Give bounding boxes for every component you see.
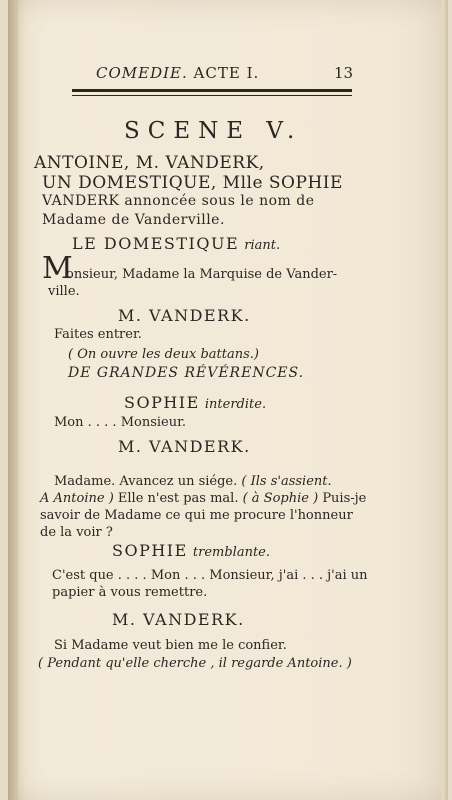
speaker-m-vanderk: M. VANDERK. xyxy=(112,610,245,629)
speech-line: Faites entrer. xyxy=(54,327,142,342)
speaker-sophie xyxy=(124,393,266,412)
speech-direction: A Antoine ) xyxy=(40,491,114,506)
stage-direction: ( Pendant qu'elle cherche , il regarde Antoine. ) xyxy=(38,656,352,671)
speaker-name: SOPHIE xyxy=(112,541,188,560)
running-head xyxy=(96,64,259,82)
header-rule-thick xyxy=(72,89,352,92)
speaker-le-domestique xyxy=(72,234,280,253)
speech-text: Puis-je xyxy=(322,491,367,506)
speaker-direction: interdite. xyxy=(204,397,267,412)
speech-line: onsieur, Madame la Marquise de Vander- xyxy=(66,267,338,282)
stage-direction: ( On ouvre les deux battans.) xyxy=(68,347,259,362)
speech-line: C'est que . . . . Mon . . . Monsieur, j'ai . . . j'ai un xyxy=(52,568,368,583)
page-gutter xyxy=(8,0,18,800)
speech-text: Elle n'est pas mal. xyxy=(117,491,239,506)
speech-line: papier à vous remettre. xyxy=(52,585,208,600)
drop-cap: M xyxy=(42,251,73,286)
cast-line-4: Madame de Vanderville. xyxy=(42,212,225,228)
stage-direction: DE GRANDES RÉVÉRENCES. xyxy=(68,365,305,381)
header-rule-thin xyxy=(72,95,352,96)
speech-line xyxy=(54,474,332,489)
running-title: COMEDIE. xyxy=(96,64,188,82)
running-act: ACTE I. xyxy=(193,64,260,82)
speaker-name: SOPHIE xyxy=(124,393,200,412)
speaker-direction: tremblante. xyxy=(192,545,271,560)
speaker-m-vanderk: M. VANDERK. xyxy=(118,306,251,325)
speech-line: Mon . . . . Monsieur. xyxy=(54,415,187,430)
speech-text: Madame. Avancez un siége. xyxy=(54,474,238,489)
speech-direction: ( Ils s'assient. xyxy=(241,474,332,489)
cast-line-2: UN DOMESTIQUE, Mlle SOPHIE xyxy=(42,173,343,193)
speech-line xyxy=(40,491,366,506)
speech-line: de la voir ? xyxy=(40,525,113,540)
speech-line: ville. xyxy=(48,284,80,299)
book-page xyxy=(8,0,448,800)
page-number: 13 xyxy=(334,64,354,82)
speaker-direction: riant. xyxy=(244,238,281,253)
speech-line: Si Madame veut bien me le confier. xyxy=(54,638,287,653)
speech-line: savoir de Madame ce qui me procure l'honneur xyxy=(40,508,353,523)
page-edge xyxy=(442,0,448,800)
speaker-m-vanderk: M. VANDERK. xyxy=(118,437,251,456)
speech-direction: ( à Sophie ) xyxy=(242,491,319,506)
cast-line-3: VANDERK annoncée sous le nom de xyxy=(42,193,315,209)
cast-line-1: ANTOINE, M. VANDERK, xyxy=(34,153,265,173)
scene-title: SCENE V. xyxy=(124,118,303,144)
speaker-sophie xyxy=(112,541,270,560)
speaker-name: LE DOMESTIQUE xyxy=(72,234,240,253)
